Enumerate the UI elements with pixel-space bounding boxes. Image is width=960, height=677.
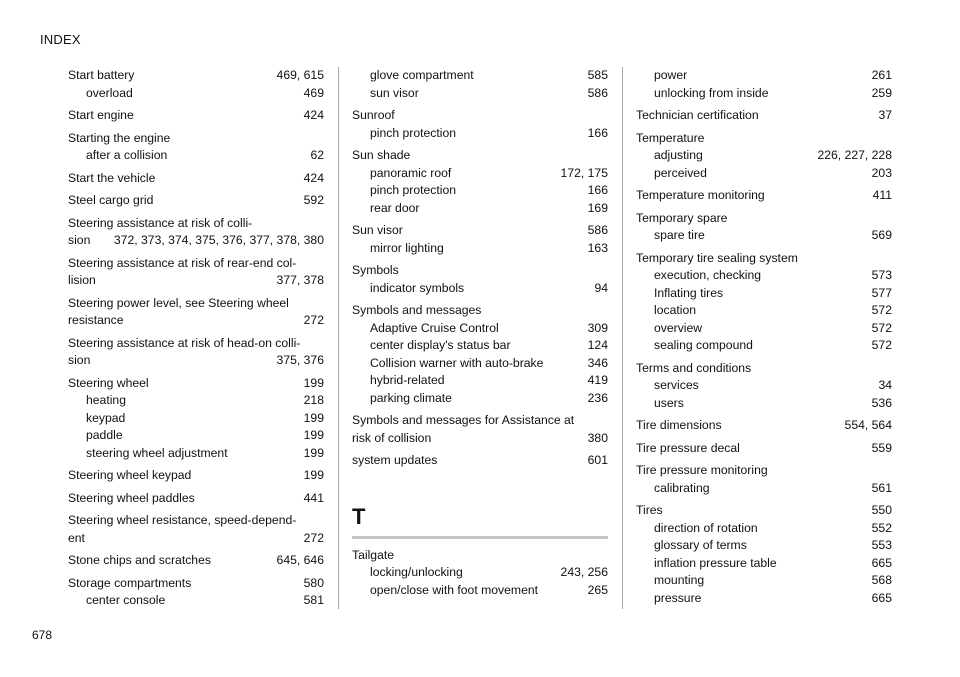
entry-pages: 561	[871, 480, 892, 495]
entry-pages: 424	[303, 108, 324, 122]
entry-term: Start the vehicle	[68, 170, 156, 185]
entry-pages: 166	[587, 125, 608, 140]
entry-pages: 372, 373, 374, 375, 376, 377, 378, 380	[113, 233, 324, 247]
index-entry	[352, 547, 608, 600]
entry-main-row	[352, 147, 608, 165]
subentry-row	[352, 372, 608, 390]
entry-main-row	[352, 222, 608, 240]
index-entry	[352, 147, 608, 217]
subentry-row	[68, 85, 324, 103]
entry-pages: 552	[871, 520, 892, 535]
entry-term: direction of rotation	[654, 520, 758, 535]
subentry-row	[352, 320, 608, 338]
subentry-row	[636, 147, 892, 165]
entry-pages: 559	[871, 440, 892, 455]
entry-term: Collision warner with auto-brake	[370, 355, 544, 370]
entry-term: location	[654, 303, 697, 317]
entry-term: indicator symbols	[370, 280, 465, 295]
entry-term: pinch protection	[370, 125, 457, 140]
index-entry	[352, 107, 608, 142]
subentry-row	[636, 267, 892, 285]
entry-main-row	[68, 192, 324, 210]
entry-term: Tailgate	[352, 547, 395, 562]
subentry-row	[636, 337, 892, 355]
entry-term-line: Steering power level, see Steering wheel	[68, 295, 289, 310]
entry-main-row	[352, 430, 608, 448]
entry-pages: 580	[303, 575, 324, 590]
entry-pages: 199	[303, 375, 324, 390]
entry-pages: 166	[587, 183, 608, 197]
index-entry	[636, 107, 892, 125]
index-entry	[636, 187, 892, 205]
entry-term: center display's status bar	[370, 338, 511, 352]
entry-term: mirror lighting	[370, 240, 444, 255]
entry-term: Temperature monitoring	[636, 188, 765, 202]
subentry-row	[352, 240, 608, 258]
entry-pages: 199	[303, 468, 324, 482]
entry-main-row	[636, 250, 892, 268]
subentry-row	[636, 285, 892, 303]
entry-main-row	[68, 352, 324, 370]
entry-pages: 377, 378	[276, 273, 324, 287]
entry-main-row	[68, 312, 324, 330]
entry-pages: 553	[871, 538, 892, 552]
entry-pages: 568	[871, 573, 892, 587]
entry-main-row	[68, 232, 324, 250]
entry-term: center console	[86, 593, 166, 607]
index-entry	[636, 210, 892, 245]
subentry-row	[636, 227, 892, 245]
entry-pages: 37	[878, 108, 892, 122]
section-letter: T	[352, 503, 366, 529]
entry-main-row	[68, 575, 324, 593]
index-entry	[68, 552, 324, 570]
entry-term: Symbols	[352, 263, 399, 277]
subentry-row	[352, 337, 608, 355]
entry-main-row	[636, 187, 892, 205]
index-entry	[636, 502, 892, 607]
index-entry	[68, 170, 324, 188]
index-entry	[68, 130, 324, 165]
entry-term-line: Steering wheel resistance, speed-depend-	[68, 513, 297, 527]
entry-pages: 34	[878, 378, 892, 392]
entry-main-row	[68, 130, 324, 148]
entry-main-row	[68, 170, 324, 188]
entry-term-line: Steering assistance at risk of rear-end col-	[68, 255, 297, 270]
entry-term: lision	[68, 273, 96, 287]
entry-main-row	[68, 107, 324, 125]
entry-term: Technician certification	[636, 108, 759, 122]
subentry-row	[68, 410, 324, 428]
subentry-row	[636, 572, 892, 590]
entry-main-row	[636, 417, 892, 435]
entry-term: keypad	[86, 410, 126, 425]
subentry-row	[636, 395, 892, 413]
entry-term: Tire pressure monitoring	[636, 463, 768, 477]
entry-term: paddle	[86, 428, 123, 442]
entry-term: risk of collision	[352, 430, 432, 445]
entry-pages: 469	[303, 85, 324, 100]
entry-term: after a collision	[86, 148, 168, 162]
entry-term: Tire pressure decal	[636, 440, 740, 455]
entry-pages: 236	[587, 390, 608, 405]
entry-pages: 94	[594, 280, 608, 295]
entry-main-row	[68, 552, 324, 570]
entry-main-row	[68, 67, 324, 85]
index-entry	[68, 467, 324, 485]
entry-main-row	[352, 547, 608, 565]
entry-pages: 226, 227, 228	[817, 148, 892, 162]
subentry-row	[352, 280, 608, 298]
index-entry	[68, 295, 324, 330]
entry-term: steering wheel adjustment	[86, 445, 228, 460]
entry-main-row	[68, 272, 324, 290]
entry-term: spare tire	[654, 228, 705, 242]
section-entries	[352, 547, 608, 600]
entry-main-row	[636, 502, 892, 520]
index-entry	[636, 130, 892, 183]
entry-term: Adaptive Cruise Control	[370, 320, 499, 335]
entry-pages: 169	[587, 200, 608, 215]
entry-term: glossary of terms	[654, 538, 747, 552]
entry-main-row	[636, 107, 892, 125]
index-entry	[636, 67, 892, 102]
entry-term: pinch protection	[370, 183, 457, 197]
entry-pages: 592	[303, 193, 324, 207]
subentry-row	[352, 165, 608, 183]
subentry-row	[352, 67, 608, 85]
entry-pages: 536	[871, 395, 892, 410]
entry-term: Temporary spare	[636, 210, 728, 225]
entry-term: Tire dimensions	[636, 418, 722, 432]
entry-term: inflation pressure table	[654, 555, 777, 570]
entry-term: heating	[86, 393, 126, 407]
entry-pages: 601	[587, 453, 608, 467]
entry-term: overload	[86, 85, 133, 100]
index-entry	[352, 67, 608, 102]
index-entry	[352, 222, 608, 257]
entry-term: Start engine	[68, 108, 134, 122]
entry-term: Temperature	[636, 130, 705, 145]
index-entry	[68, 512, 324, 547]
section-rule	[352, 536, 608, 539]
subentry-row	[636, 320, 892, 338]
subentry-row	[636, 165, 892, 183]
entry-pages: 203	[871, 165, 892, 180]
entry-main-row	[68, 530, 324, 548]
entry-term-line: Steering assistance at risk of head-on colli-	[68, 335, 301, 350]
entry-main-row	[636, 210, 892, 228]
entry-pages: 550	[871, 503, 892, 517]
index-entry	[636, 250, 892, 355]
entry-pages: 554, 564	[844, 418, 892, 432]
entry-pages: 199	[303, 445, 324, 460]
index-column-3	[636, 67, 892, 612]
entry-term: Inflating tires	[654, 285, 724, 300]
index-entry	[352, 302, 608, 407]
entry-pages: 585	[587, 68, 608, 82]
subentry-row	[636, 590, 892, 608]
entry-pages: 586	[587, 85, 608, 100]
subentry-row	[636, 377, 892, 395]
entry-main-row	[636, 440, 892, 458]
entry-term: Steel cargo grid	[68, 193, 154, 207]
entry-pages: 572	[871, 320, 892, 335]
entry-term: rear door	[370, 200, 420, 215]
entry-main-row	[352, 302, 608, 320]
subentry-row	[352, 125, 608, 143]
entry-pages: 62	[310, 148, 324, 162]
entry-term: perceived	[654, 165, 707, 180]
subentry-row	[352, 582, 608, 600]
entry-pages: 441	[303, 490, 324, 505]
index-column-2	[352, 67, 608, 604]
entry-pages: 261	[871, 68, 892, 82]
entry-pages: 572	[871, 303, 892, 317]
subentry-row	[636, 480, 892, 498]
entry-pages: 243, 256	[560, 565, 608, 579]
entry-main-row	[68, 467, 324, 485]
entry-pages: 272	[303, 530, 324, 545]
index-entry	[352, 452, 608, 470]
entry-term: parking climate	[370, 390, 452, 405]
entry-term: execution, checking	[654, 268, 762, 282]
subentry-row	[636, 67, 892, 85]
index-column-1	[68, 67, 324, 615]
index-entry	[636, 360, 892, 413]
entry-term: glove compartment	[370, 68, 474, 82]
entry-term: Tires	[636, 503, 663, 517]
subentry-row	[636, 85, 892, 103]
entry-term: Terms and conditions	[636, 360, 752, 375]
index-entry	[68, 335, 324, 370]
column-2-entries	[352, 67, 608, 470]
subentry-row	[68, 392, 324, 410]
entry-term: hybrid-related	[370, 373, 445, 387]
entry-term: open/close with foot movement	[370, 582, 539, 597]
index-entry	[636, 440, 892, 458]
entry-pages: 577	[871, 285, 892, 300]
column-divider	[622, 67, 623, 609]
entry-term: power	[654, 68, 688, 82]
entry-term: Symbols and messages	[352, 303, 482, 317]
entry-term: Steering wheel paddles	[68, 490, 195, 505]
subentry-row	[636, 555, 892, 573]
subentry-row	[352, 182, 608, 200]
entry-term: Temporary tire sealing system	[636, 250, 798, 265]
entry-main-row	[636, 130, 892, 148]
entry-pages: 163	[587, 240, 608, 255]
subentry-row	[636, 520, 892, 538]
entry-pages: 645, 646	[276, 553, 324, 567]
index-entry	[68, 107, 324, 125]
subentry-row	[68, 445, 324, 463]
entry-term: Sun visor	[352, 223, 403, 237]
entry-pages: 259	[871, 85, 892, 100]
entry-term: Storage compartments	[68, 575, 192, 590]
entry-pages: 573	[871, 268, 892, 282]
page-header-title: INDEX	[40, 32, 81, 47]
entry-pages: 265	[587, 582, 608, 597]
subentry-row	[68, 592, 324, 610]
subentry-row	[636, 302, 892, 320]
entry-pages: 172, 175	[560, 165, 608, 180]
entry-main-row	[352, 107, 608, 125]
entry-term: Starting the engine	[68, 130, 171, 145]
subentry-row	[352, 390, 608, 408]
index-entry	[68, 255, 324, 290]
entry-term: Steering wheel	[68, 375, 149, 390]
entry-term: ent	[68, 530, 85, 545]
subentry-row	[68, 427, 324, 445]
subentry-row	[352, 85, 608, 103]
entry-term: locking/unlocking	[370, 565, 463, 579]
index-entry	[352, 412, 608, 447]
entry-main-row	[352, 262, 608, 280]
entry-pages: 124	[587, 338, 608, 352]
index-entry	[68, 490, 324, 508]
entry-term: Stone chips and scratches	[68, 553, 211, 567]
entry-pages: 424	[303, 170, 324, 185]
index-entry	[352, 262, 608, 297]
entry-term: users	[654, 395, 684, 410]
entry-term: unlocking from inside	[654, 85, 769, 100]
entry-term: Steering wheel keypad	[68, 468, 192, 482]
entry-term: Sun shade	[352, 148, 411, 162]
entry-term: panoramic roof	[370, 165, 452, 180]
entry-term: overview	[654, 320, 703, 335]
entry-pages: 375, 376	[276, 353, 324, 367]
entry-pages: 569	[871, 228, 892, 242]
entry-main-row	[636, 360, 892, 378]
entry-pages: 272	[303, 313, 324, 327]
entry-term: resistance	[68, 313, 124, 327]
entry-term: adjusting	[654, 148, 703, 162]
entry-pages: 665	[871, 555, 892, 570]
entry-pages: 665	[871, 590, 892, 605]
entry-pages: 572	[871, 338, 892, 352]
index-entry	[68, 375, 324, 463]
entry-pages: 309	[587, 320, 608, 335]
entry-term: sion	[68, 233, 91, 247]
index-entry	[68, 67, 324, 102]
entry-term: pressure	[654, 590, 702, 605]
entry-pages: 199	[303, 410, 324, 425]
entry-pages: 586	[587, 223, 608, 237]
entry-pages: 199	[303, 428, 324, 442]
index-entry	[68, 192, 324, 210]
column-divider	[338, 67, 339, 609]
entry-term: Start battery	[68, 68, 135, 82]
entry-main-row	[68, 490, 324, 508]
index-entry	[636, 417, 892, 435]
entry-term: mounting	[654, 573, 705, 587]
section-letter-heading	[352, 504, 608, 539]
page-number: 678	[32, 628, 53, 642]
entry-pages: 469, 615	[276, 68, 324, 82]
entry-term: sun visor	[370, 85, 419, 100]
entry-term: system updates	[352, 453, 438, 467]
entry-term: sealing compound	[654, 338, 753, 352]
entry-term: calibrating	[654, 480, 710, 495]
entry-pages: 581	[303, 593, 324, 607]
entry-term-line: Steering assistance at risk of colli-	[68, 215, 253, 230]
index-entry	[68, 215, 324, 250]
subentry-row	[352, 200, 608, 218]
entry-pages: 411	[872, 188, 892, 202]
entry-term: Sunroof	[352, 108, 395, 122]
index-entry	[68, 575, 324, 610]
subentry-row	[68, 147, 324, 165]
entry-pages: 380	[587, 430, 608, 445]
entry-main-row	[636, 462, 892, 480]
entry-term: services	[654, 378, 699, 392]
subentry-row	[636, 537, 892, 555]
entry-main-row	[352, 452, 608, 470]
entry-term: sion	[68, 353, 91, 367]
index-entry	[636, 462, 892, 497]
entry-pages: 218	[303, 393, 324, 407]
entry-pages: 419	[587, 373, 608, 387]
subentry-row	[352, 564, 608, 582]
subentry-row	[352, 355, 608, 373]
entry-term-line: Symbols and messages for Assistance at	[352, 413, 575, 427]
entry-main-row	[68, 375, 324, 393]
entry-pages: 346	[587, 355, 608, 370]
